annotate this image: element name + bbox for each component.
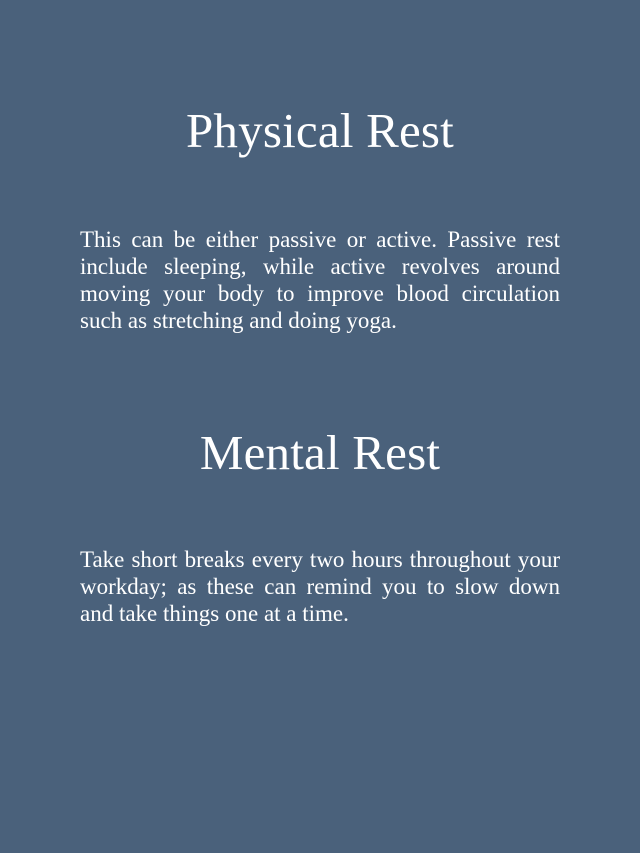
mental-rest-section [80, 424, 560, 627]
physical-rest-section [80, 102, 560, 334]
physical-rest-heading: Physical Rest [185, 103, 454, 158]
mental-rest-heading: Mental Rest [199, 425, 441, 480]
physical-rest-body: This can be either passive or active. Passive rest include sleeping, while active revolves around moving your body to improve blood circulation such as stretching and doing yoga. [80, 227, 560, 333]
mental-rest-body: Take short breaks every two hours throughout your workday; as these can remind you to slow down and take things one at a time. [80, 547, 560, 626]
